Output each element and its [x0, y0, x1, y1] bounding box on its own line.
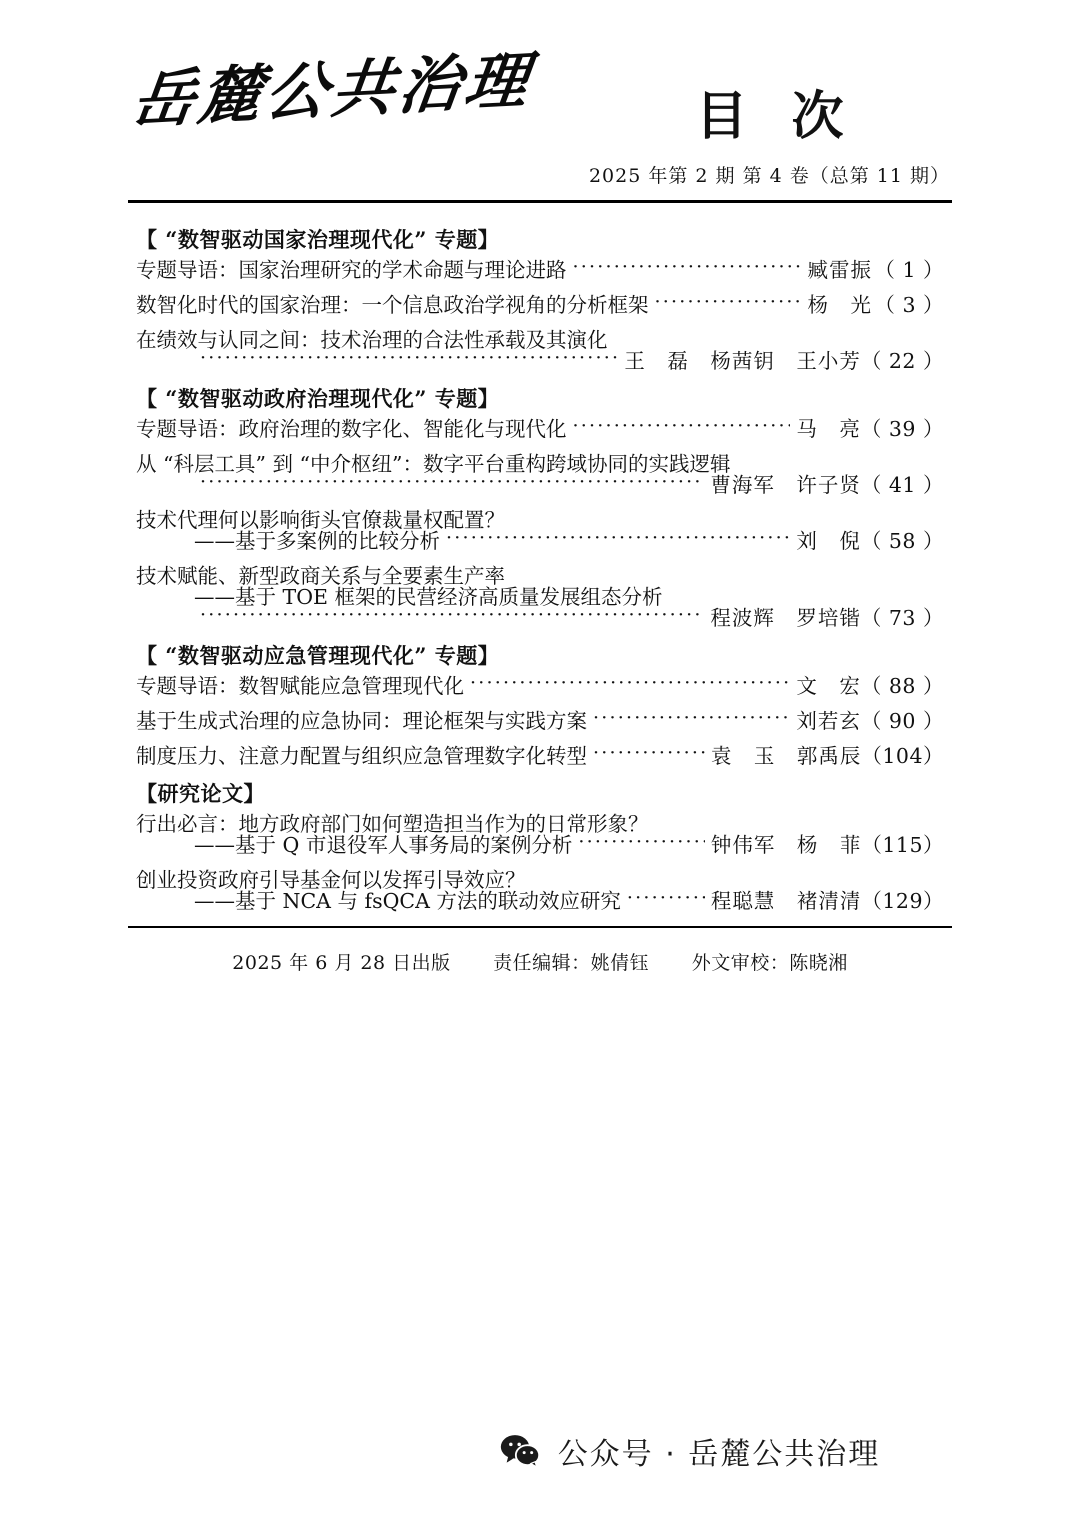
toc-title: 从 “科层工具” 到 “中介枢纽”：数字平台重构跨域协同的实践逻辑 [136, 452, 731, 476]
toc-line [136, 330, 944, 351]
toc-line [136, 419, 944, 440]
toc-line [136, 746, 944, 767]
toc-page-number: （129） [861, 889, 944, 913]
toc-line [136, 711, 944, 732]
toc-authors: 程聪慧 褚清清 [710, 889, 862, 913]
responsible-editor: 责任编辑：姚倩钰 [493, 952, 650, 974]
masthead-right [589, 87, 950, 188]
issue-line: 2025 年第 2 期 第 4 卷（总第 11 期） [588, 165, 950, 187]
toc-title: 基于生成式治理的应急协同：理论框架与实践方案 [136, 709, 587, 733]
dot-leader [573, 258, 802, 277]
dot-leader [578, 833, 705, 852]
toc-authors: 袁 玉 郭禹辰 [710, 744, 862, 768]
toc-authors: 程波辉 罗培锴 [710, 606, 861, 630]
toc-line [136, 870, 944, 891]
toc-page-number: （ 90 ） [860, 709, 944, 733]
dot-leader [627, 889, 705, 908]
toc-page-number: （ 39 ） [860, 417, 944, 441]
toc-title: 行出必言：地方政府部门如何塑造担当作为的日常形象？ [136, 812, 649, 836]
toc-page-number: （ 58 ） [860, 529, 944, 553]
toc-entry[interactable] [136, 419, 944, 440]
masthead [68, 0, 1012, 190]
toc-line [136, 608, 944, 629]
toc-entry[interactable] [136, 566, 944, 629]
toc-line [136, 676, 944, 697]
toc-entry[interactable] [136, 260, 944, 281]
toc-page-number: （115） [861, 833, 944, 857]
toc-line [136, 454, 944, 475]
divider-bottom [128, 926, 952, 928]
toc-subtitle: ——基于 NCA 与 fsQCA 方法的联动效应研究 [194, 889, 621, 913]
toc-title: 专题导语：国家治理研究的学术命题与理论进路 [136, 258, 567, 282]
dot-leader [593, 744, 705, 763]
toc-page-number: （104） [861, 744, 944, 768]
toc-title: 技术代理何以影响街头官僚裁量权配置？ [136, 508, 505, 532]
toc-page-number: （ 3 ） [874, 293, 944, 317]
toc-line [136, 531, 944, 552]
toc-entry[interactable] [136, 454, 944, 496]
toc-entry[interactable] [136, 711, 944, 732]
page-title: 目次 [695, 86, 888, 148]
toc-authors: 刘 倪 [796, 529, 861, 553]
toc-page-number: （ 88 ） [860, 674, 944, 698]
wechat-brand-bar [0, 1387, 1080, 1515]
toc-entry[interactable] [136, 870, 944, 912]
toc-page-number: （ 41 ） [860, 473, 944, 497]
toc-authors: 马 亮 [796, 417, 861, 441]
wechat-icon [500, 1434, 540, 1468]
section-heading: 【 “数智驱动应急管理现代化” 专题】 [136, 643, 500, 668]
toc-authors: 杨 光 [807, 293, 872, 317]
toc-line [136, 475, 944, 496]
toc-entry[interactable] [136, 814, 944, 856]
toc-authors: 刘若玄 [796, 709, 861, 733]
toc-line [136, 891, 944, 912]
toc-title: 专题导语：政府治理的数字化、智能化与现代化 [136, 417, 567, 441]
journal-logo-text: 岳麓公共治理 [127, 43, 537, 137]
journal-logo [127, 43, 554, 186]
toc-subtitle: ——基于 TOE 框架的民营经济高质量发展组态分析 [194, 585, 663, 609]
toc-title: 创业投资政府引导基金何以发挥引导效应？ [136, 868, 526, 892]
dot-leader [593, 709, 790, 728]
page-footer [128, 932, 952, 975]
toc-page-number: （ 1 ） [874, 258, 944, 282]
toc-line [136, 351, 944, 372]
brand-label: 公众号 · 岳麓公共治理 [557, 1437, 881, 1472]
section-heading: 【研究论文】 [136, 781, 265, 806]
toc-line [136, 260, 944, 281]
toc-title: 专题导语：数智赋能应急管理现代化 [136, 674, 464, 698]
dot-leader [573, 417, 791, 436]
toc-page-number: （ 22 ） [860, 349, 944, 373]
dot-leader [470, 674, 790, 693]
toc-authors: 曹海军 许子贤 [710, 473, 861, 497]
publish-date: 2025 年 6 月 28 日出版 [232, 952, 451, 974]
divider-top [128, 200, 952, 203]
toc-line [136, 814, 944, 835]
table-of-contents [136, 229, 944, 912]
dot-leader [200, 473, 704, 492]
toc-entry[interactable] [136, 746, 944, 767]
toc-title: 数智化时代的国家治理：一个信息政治学视角的分析框架 [136, 293, 649, 317]
toc-authors: 文 宏 [796, 674, 861, 698]
toc-page-number: （ 73 ） [860, 606, 944, 630]
toc-line [136, 587, 944, 608]
dot-leader [446, 529, 790, 548]
toc-line [136, 510, 944, 531]
toc-title: 技术赋能、新型政商关系与全要素生产率 [136, 564, 505, 588]
section-heading: 【 “数智驱动政府治理现代化” 专题】 [136, 386, 500, 411]
dot-leader [655, 293, 802, 312]
section-heading: 【 “数智驱动国家治理现代化” 专题】 [136, 227, 500, 252]
toc-subtitle: ——基于多案例的比较分析 [194, 529, 440, 553]
toc-entry[interactable] [136, 676, 944, 697]
toc-line [136, 566, 944, 587]
foreign-language-proofreader: 外文审校：陈晓湘 [691, 952, 848, 974]
dot-leader [200, 349, 618, 368]
toc-entry[interactable] [136, 295, 944, 316]
toc-title: 在绩效与认同之间：技术治理的合法性承载及其演化 [136, 328, 608, 352]
toc-authors: 钟伟军 杨 菲 [710, 833, 862, 857]
toc-line [136, 295, 944, 316]
toc-authors: 王 磊 杨茜钥 王小芳 [624, 349, 861, 373]
toc-line [136, 835, 944, 856]
toc-title: 制度压力、注意力配置与组织应急管理数字化转型 [136, 744, 587, 768]
toc-authors: 臧雷振 [807, 258, 872, 282]
toc-subtitle: ——基于 Q 市退役军人事务局的案例分析 [194, 833, 573, 857]
dot-leader [200, 606, 704, 625]
toc-entry[interactable] [136, 330, 944, 372]
toc-entry[interactable] [136, 510, 944, 552]
